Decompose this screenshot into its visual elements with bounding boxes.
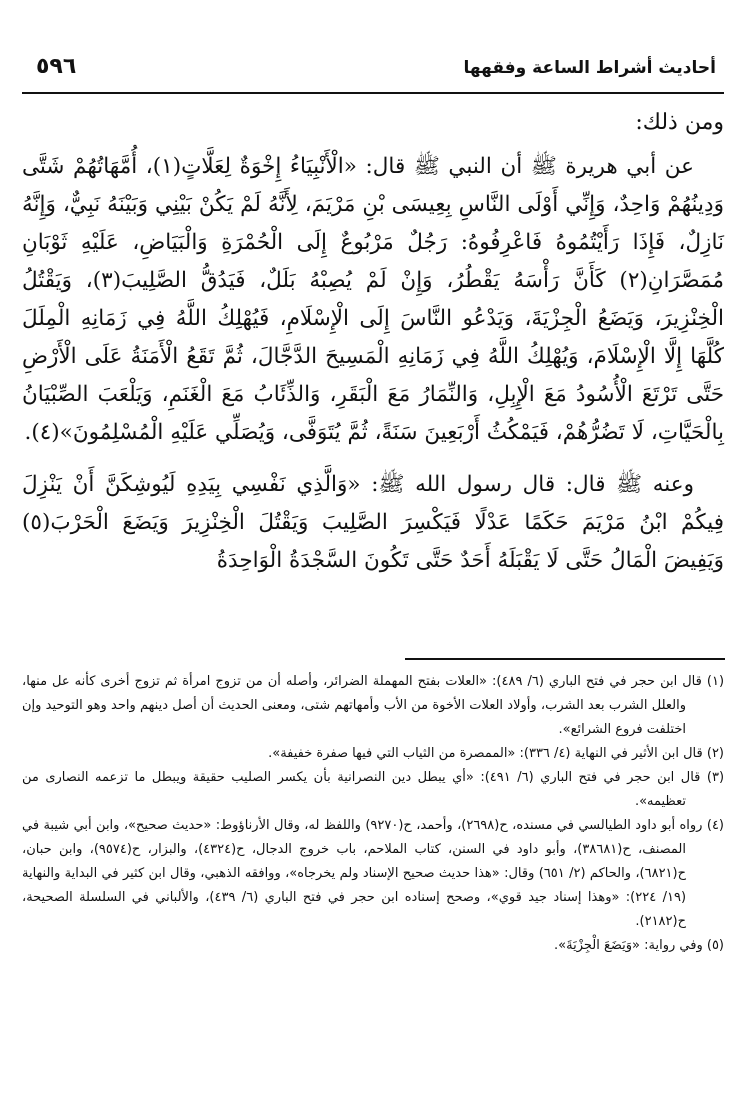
header-rule bbox=[22, 92, 724, 94]
footnote-2: (٢) قال ابن الأثير في النهاية (٤/ ٣٣٦): «الممصرة من الثياب التي فيها صفرة خفيفة». bbox=[268, 746, 724, 761]
page-header bbox=[22, 54, 724, 94]
footnote-1: (١) قال ابن حجر في فتح الباري (٦/ ٤٨٩): «العلات بفتح المهملة الضرائر، وأصله أن من تزوج امرأة ثم تزوج أخرى كأنه عل منها، والعلل الشرب بعد الشرب، وأولاد العلات الأخوة من الأب وأمهاتهم شتى، ومعنى الحديث أن أصل دينهم واحد وهو التوحيد وإن اختلفت فروع الشرائع». bbox=[22, 674, 725, 737]
footnote-5: (٥) وفي رواية: «وَيَضَعَ الْجِزْيَةَ». bbox=[554, 938, 724, 953]
hadith-paragraph-2: وعنه ﷺ قال: قال رسول الله ﷺ: «وَالَّذِي نَفْسِي بِيَدِهِ لَيُوشِكَنَّ أَنْ يَنْزِلَ فِيكُمْ ابْنُ مَرْيَمَ حَكَمًا عَدْلًا فَيَكْسِرَ الصَّلِيبَ وَيَقْتُلَ الْخِنْزِيرَ وَيَضَعَ الْحَرْبَ(٥) وَيَفِيضَ الْمَالُ حَتَّى لَا يَقْبَلَهُ أَحَدٌ حَتَّى تَكُونَ السَّجْدَةُ الْوَاحِدَةُ bbox=[22, 472, 724, 573]
main-text bbox=[22, 104, 724, 580]
footnote-3: (٣) قال ابن حجر في فتح الباري (٦/ ٤٩١): «أي يبطل دين النصرانية بأن يكسر الصليب حقيقة ويبطل ما تزعمه النصارى من تعظيمه». bbox=[22, 770, 725, 809]
page-number: ٥٩٦ bbox=[36, 54, 77, 79]
running-title: أحاديث أشراط الساعة وفقهها bbox=[463, 58, 716, 78]
footnote-separator bbox=[405, 658, 725, 660]
intro-line: ومن ذلك: bbox=[635, 110, 724, 135]
footnote-4: (٤) رواه أبو داود الطيالسي في مسنده، ح(٢٦٩٨)، وأحمد، ح(٩٢٧٠) واللفظ له، وقال الأرناؤوط: «حديث صحيح»، وابن أبي شيبة في المصنف، ح(٣٨٦٨١)، وأبو داود في السنن، كتاب الملاحم، باب خروج الدجال، ح(٤٣٢٤)، والبزار، ح(٩٥٧٤)، وابن حبان، ح(٦٨٢١)، والحاكم (٢/ ٦٥١) وقال: «هذا حديث صحيح الإسناد ولم يخرجاه»، ووافقه الذهبي، وقال ابن كثير في البداية والنهاية (١٩/ ٢٢٤): «وهذا إسناد جيد قوي»، وصحح إسناده ابن حجر في فتح الباري (٦/ ٤٣٩)، والألباني في السلسلة الصحيحة، ح(٢١٨٢). bbox=[22, 818, 724, 929]
hadith-paragraph-1: عن أبي هريرة ﷺ أن النبي ﷺ قال: «الْأَنْبِيَاءُ إِخْوَةٌ لِعَلَّاتٍ(١)، أُمَّهَاتُهُمْ شَتَّى وَدِينُهُمْ وَاحِدٌ، وَإِنِّي أَوْلَى النَّاسِ بِعِيسَى بْنِ مَرْيَمَ، لِأَنَّهُ لَمْ يَكُنْ بَيْنِي وَبَيْنَهُ نَبِيٌّ، وَإِنَّهُ نَازِلٌ، فَإِذَا رَأَيْتُمُوهُ فَاعْرِفُوهُ: رَجُلٌ مَرْبُوعٌ إِلَى الْحُمْرَةِ وَالْبَيَاضِ، عَلَيْهِ ثَوْبَانِ مُمَصَّرَانِ(٢) كَأَنَّ رَأْسَهُ يَقْطُرُ، وَإِنْ لَمْ يُصِبْهُ بَلَلٌ، فَيَدُقُّ الصَّلِيبَ(٣)، وَيَقْتُلُ الْخِنْزِيرَ، وَيَضَعُ الْجِزْيَةَ، وَيَدْعُو النَّاسَ إِلَى الْإِسْلَامِ، فَيُهْلِكُ اللَّهُ فِي زَمَانِهِ الْمِلَلَ كُلَّهَا إِلَّا الْإِسْلَامَ، وَيُهْلِكُ اللَّهُ فِي زَمَانِهِ الْمَسِيحَ الدَّجَّالَ، ثُمَّ تَقَعُ الْأَمَنَةُ عَلَى الْأَرْضِ حَتَّى تَرْتَعَ الْأُسُودُ مَعَ الْإِبِلِ، وَالنِّمَارُ مَعَ الْبَقَرِ، وَالذِّئَابُ مَعَ الْغَنَمِ، وَيَلْعَبَ الصِّبْيَانُ بِالْحَيَّاتِ، لَا تَضُرُّهُمْ، فَيَمْكُثُ أَرْبَعِينَ سَنَةً، ثُمَّ يُتَوَفَّى، وَيُصَلِّي عَلَيْهِ الْمُسْلِمُونَ»(٤). bbox=[22, 154, 724, 445]
footnotes bbox=[22, 670, 724, 958]
